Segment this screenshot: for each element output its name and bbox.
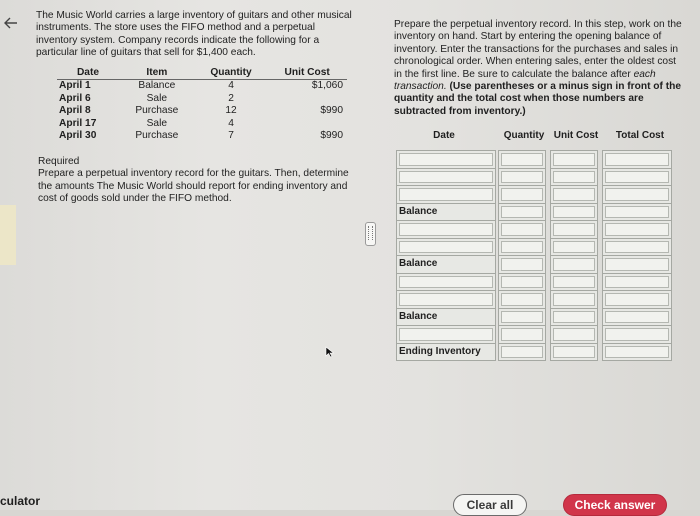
drag-handle-icon[interactable] <box>365 222 376 246</box>
record-input-quantity[interactable] <box>501 258 543 271</box>
mouse-cursor-icon <box>325 346 335 358</box>
record-input-quantity[interactable] <box>501 293 543 306</box>
record-input-total-cost[interactable] <box>605 276 669 289</box>
record-cell-total-cost <box>602 343 672 362</box>
record-input-unit-cost[interactable] <box>553 206 595 219</box>
record-label: Balance <box>399 205 438 217</box>
table-row <box>57 118 347 130</box>
back-arrow-icon[interactable] <box>2 14 20 32</box>
transactions-header-row <box>57 67 347 80</box>
record-input-date[interactable] <box>399 171 493 184</box>
record-input-date[interactable] <box>399 328 493 341</box>
record-input-date[interactable] <box>399 223 493 236</box>
row-unit-cost: $990 <box>320 105 343 117</box>
instructions-italic: each transaction. <box>394 68 656 93</box>
record-input-total-cost[interactable] <box>605 241 669 254</box>
record-input-total-cost[interactable] <box>605 206 669 219</box>
required-section <box>38 156 358 206</box>
record-input-unit-cost[interactable] <box>553 346 595 359</box>
record-cell-total-cost <box>602 185 672 204</box>
row-quantity: 2 <box>228 92 234 104</box>
column-header-unit-cost: Unit Cost <box>267 67 347 80</box>
record-cell-quantity <box>498 343 546 362</box>
record-input-quantity[interactable] <box>501 328 543 341</box>
row-date: April 6 <box>59 92 91 104</box>
record-cell-unit-cost <box>550 220 598 239</box>
record-cell-unit-cost <box>550 343 598 362</box>
row-item: Purchase <box>135 130 179 142</box>
row-unit-cost <box>267 118 347 130</box>
record-cell-quantity <box>498 168 546 187</box>
record-cell-date <box>396 220 496 239</box>
record-cell-unit-cost <box>550 203 598 222</box>
record-cell-unit-cost <box>550 168 598 187</box>
record-label: Ending Inventory <box>399 345 481 357</box>
record-input-quantity[interactable] <box>501 171 543 184</box>
record-cell-quantity <box>498 255 546 274</box>
record-cell-date <box>396 238 496 257</box>
record-cell-quantity <box>498 325 546 344</box>
record-input-date[interactable] <box>399 188 493 201</box>
row-date: April 8 <box>59 105 91 117</box>
calculator-tab-strip[interactable] <box>0 205 16 265</box>
record-cell-date <box>396 325 496 344</box>
table-row <box>57 80 347 93</box>
row-quantity: 7 <box>228 130 234 142</box>
instructions-bold: (Use parentheses or a minus sign in front of the quantity and the total cost when those numbers are subtracted from inventory.) <box>394 81 682 117</box>
record-input-quantity[interactable] <box>501 311 543 324</box>
problem-pane <box>20 0 365 510</box>
record-cell-quantity <box>498 238 546 257</box>
record-input-quantity[interactable] <box>501 188 543 201</box>
record-input-date[interactable] <box>399 153 493 166</box>
transactions-table <box>57 67 347 142</box>
record-cell-total-cost <box>602 255 672 274</box>
record-cell-total-cost <box>602 290 672 309</box>
record-cell-total-cost <box>602 168 672 187</box>
record-cell-quantity <box>498 273 546 292</box>
record-input-date[interactable] <box>399 276 493 289</box>
table-row <box>57 130 347 142</box>
row-unit-cost <box>267 93 347 105</box>
record-input-unit-cost[interactable] <box>553 188 595 201</box>
record-label: Balance <box>399 310 438 322</box>
record-cell-unit-cost <box>550 290 598 309</box>
record-cell-quantity <box>498 308 546 327</box>
record-header-unit-cost: Unit Cost <box>553 130 599 141</box>
record-input-unit-cost[interactable] <box>553 311 595 324</box>
record-input-date[interactable] <box>399 241 493 254</box>
record-label: Balance <box>399 258 438 269</box>
column-header-date: Date <box>57 67 119 80</box>
row-quantity: 4 <box>228 117 234 129</box>
table-row <box>57 93 347 105</box>
record-input-unit-cost[interactable] <box>553 153 595 166</box>
record-input-total-cost[interactable] <box>605 311 669 324</box>
record-cell-quantity <box>498 185 546 204</box>
row-unit-cost: $1,060 <box>311 80 343 92</box>
record-input-total-cost[interactable] <box>605 258 669 271</box>
record-cell-total-cost <box>602 203 672 222</box>
record-cell-quantity <box>498 150 546 169</box>
record-header-total-cost: Total Cost <box>615 130 665 141</box>
row-item: Balance <box>138 80 176 92</box>
required-heading: Required <box>38 156 80 167</box>
row-date: April 1 <box>59 80 91 92</box>
record-cell-date <box>396 273 496 292</box>
record-cell-total-cost <box>602 308 672 327</box>
record-cell-quantity <box>498 203 546 222</box>
record-cell-unit-cost <box>550 238 598 257</box>
row-item: Sale <box>146 117 168 129</box>
record-input-quantity[interactable] <box>501 346 543 359</box>
record-input-quantity[interactable] <box>501 241 543 254</box>
record-input-unit-cost[interactable] <box>553 293 595 306</box>
record-input-total-cost[interactable] <box>605 188 669 201</box>
record-input-total-cost[interactable] <box>605 223 669 236</box>
record-input-total-cost[interactable] <box>605 153 669 166</box>
record-cell-unit-cost <box>550 150 598 169</box>
record-header-quantity: Quantity <box>503 130 545 141</box>
record-cell-quantity <box>498 290 546 309</box>
row-date: April 17 <box>59 117 97 129</box>
record-input-total-cost[interactable] <box>605 346 669 359</box>
row-quantity: 12 <box>225 105 237 117</box>
record-input-unit-cost[interactable] <box>553 276 595 289</box>
record-input-total-cost[interactable] <box>605 293 669 306</box>
record-input-quantity[interactable] <box>501 206 543 219</box>
column-header-item: Item <box>119 67 195 80</box>
record-cell-total-cost <box>602 238 672 257</box>
check-answer-button[interactable]: Check answer <box>563 494 667 516</box>
record-header-date: Date <box>433 130 455 141</box>
record-cell-date <box>396 185 496 204</box>
record-cell-total-cost <box>602 150 672 169</box>
instructions-text: Prepare the perpetual inventory record. In this step, work on the inventory on hand. Start by entering the opening balance of inventory. Enter the transactions for the purchases and sales in chronological order. When entering sales, enter the oldest cost in the first line. Be sure to calculate the balance after <box>394 19 682 80</box>
record-cell-unit-cost <box>550 255 598 274</box>
record-input-quantity[interactable] <box>501 276 543 289</box>
record-input-total-cost[interactable] <box>605 171 669 184</box>
record-input-unit-cost[interactable] <box>553 241 595 254</box>
table-row <box>57 105 347 117</box>
record-cell-unit-cost <box>550 273 598 292</box>
row-item: Sale <box>146 92 168 104</box>
record-cell-date <box>396 150 496 169</box>
record-input-unit-cost[interactable] <box>553 223 595 236</box>
perpetual-inventory-record <box>394 130 676 357</box>
required-text: Prepare a perpetual inventory record for the guitars. Then, determine the amounts The Music World should report for ending inventory and cost of goods sold under the FIFO method. <box>38 168 349 205</box>
record-cell-quantity <box>498 220 546 239</box>
row-date: April 30 <box>59 130 97 142</box>
record-input-quantity[interactable] <box>501 223 543 236</box>
record-cell-unit-cost <box>550 185 598 204</box>
record-cell-date <box>396 290 496 309</box>
row-quantity: 4 <box>228 80 234 92</box>
row-item: Purchase <box>135 105 179 117</box>
record-input-quantity[interactable] <box>501 153 543 166</box>
record-cell-unit-cost <box>550 325 598 344</box>
row-unit-cost: $990 <box>320 130 343 142</box>
record-input-unit-cost[interactable] <box>553 258 595 271</box>
record-input-date[interactable] <box>399 293 493 306</box>
record-cell-total-cost <box>602 273 672 292</box>
record-cell-total-cost <box>602 220 672 239</box>
record-cell-unit-cost <box>550 308 598 327</box>
column-header-quantity: Quantity <box>195 67 268 80</box>
record-input-unit-cost[interactable] <box>553 171 595 184</box>
problem-intro: The Music World carries a large inventory of guitars and other musical instruments. The store uses the FIFO method and a perpetual inventory system. Company records indicate the following for a particular line of guitars that sell for $1,400 each. <box>36 10 352 59</box>
clear-all-button[interactable]: Clear all <box>453 494 527 516</box>
record-input-total-cost[interactable] <box>605 328 669 341</box>
instructions <box>394 19 682 118</box>
calculator-label[interactable]: culator <box>0 494 41 508</box>
record-input-unit-cost[interactable] <box>553 328 595 341</box>
record-cell-date <box>396 168 496 187</box>
record-cell-total-cost <box>602 325 672 344</box>
